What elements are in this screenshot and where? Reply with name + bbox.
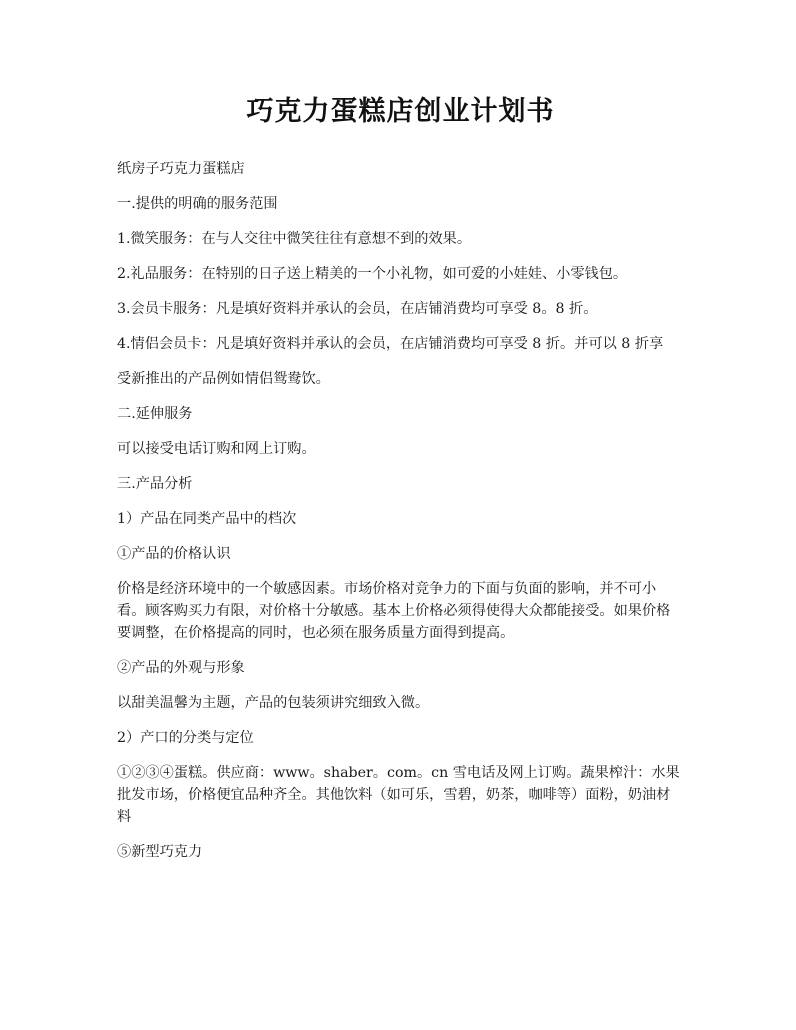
appearance-paragraph: 以甜美温馨为主题，产品的包装须讲究细致入微。 — [117, 695, 430, 711]
service-item-smile: 1.微笑服务：在与人交往中微笑往往有意想不到的效果。 — [117, 231, 472, 247]
subheading-classification: 2）产口的分类与定位 — [117, 730, 254, 746]
shop-name: 纸房子巧克力蛋糕店 — [117, 161, 245, 177]
classification-paragraph: ①②③④蛋糕。供应商：www。shaber。com。cn 雪电话及网上订购。蔬果榨汁：水果批发市场，价格便宜品种齐全。其他饮料（如可乐，雪碧，奶茶，咖啡等）面粉，奶油材料 — [117, 765, 680, 825]
section-heading-product-analysis: 三.产品分析 — [117, 476, 193, 492]
subheading-new-chocolate: ⑤新型巧克力 — [117, 844, 203, 860]
section-heading-extended-service: 二.延伸服务 — [117, 406, 193, 422]
couple-card-continuation: 受新推出的产品例如情侣鸳鸯饮。 — [117, 371, 330, 387]
subheading-product-grade: 1）产品在同类产品中的档次 — [117, 511, 297, 527]
section-heading-service-scope: 一.提供的明确的服务范围 — [117, 196, 278, 212]
subheading-price-awareness: ①产品的价格认识 — [117, 546, 231, 562]
subheading-appearance-image: ②产品的外观与形象 — [117, 660, 245, 676]
service-item-couple-card: 4.情侣会员卡：凡是填好资料并承认的会员，在店铺消费均可享受 8 折。并可以 8 折享 — [117, 336, 664, 352]
document-title: 巧克力蛋糕店创业计划书 — [246, 96, 555, 127]
service-item-gift: 2.礼品服务：在特别的日子送上精美的一个小礼物，如可爱的小娃娃、小零钱包。 — [117, 266, 628, 282]
service-item-member-card: 3.会员卡服务：凡是填好资料并承认的会员，在店铺消费均可享受 8。8 折。 — [117, 301, 598, 317]
extended-service-text: 可以接受电话订购和网上订购。 — [117, 441, 316, 457]
price-paragraph: 价格是经济环境中的一个敏感因素。市场价格对竞争力的下面与负面的影响，并不可小看。顾客购买力有限，对价格十分敏感。基本上价格必须得使得大众都能接受。如果价格要调整，在价格提高的同时，也必须在服务质量方面得到提高。 — [117, 581, 671, 641]
